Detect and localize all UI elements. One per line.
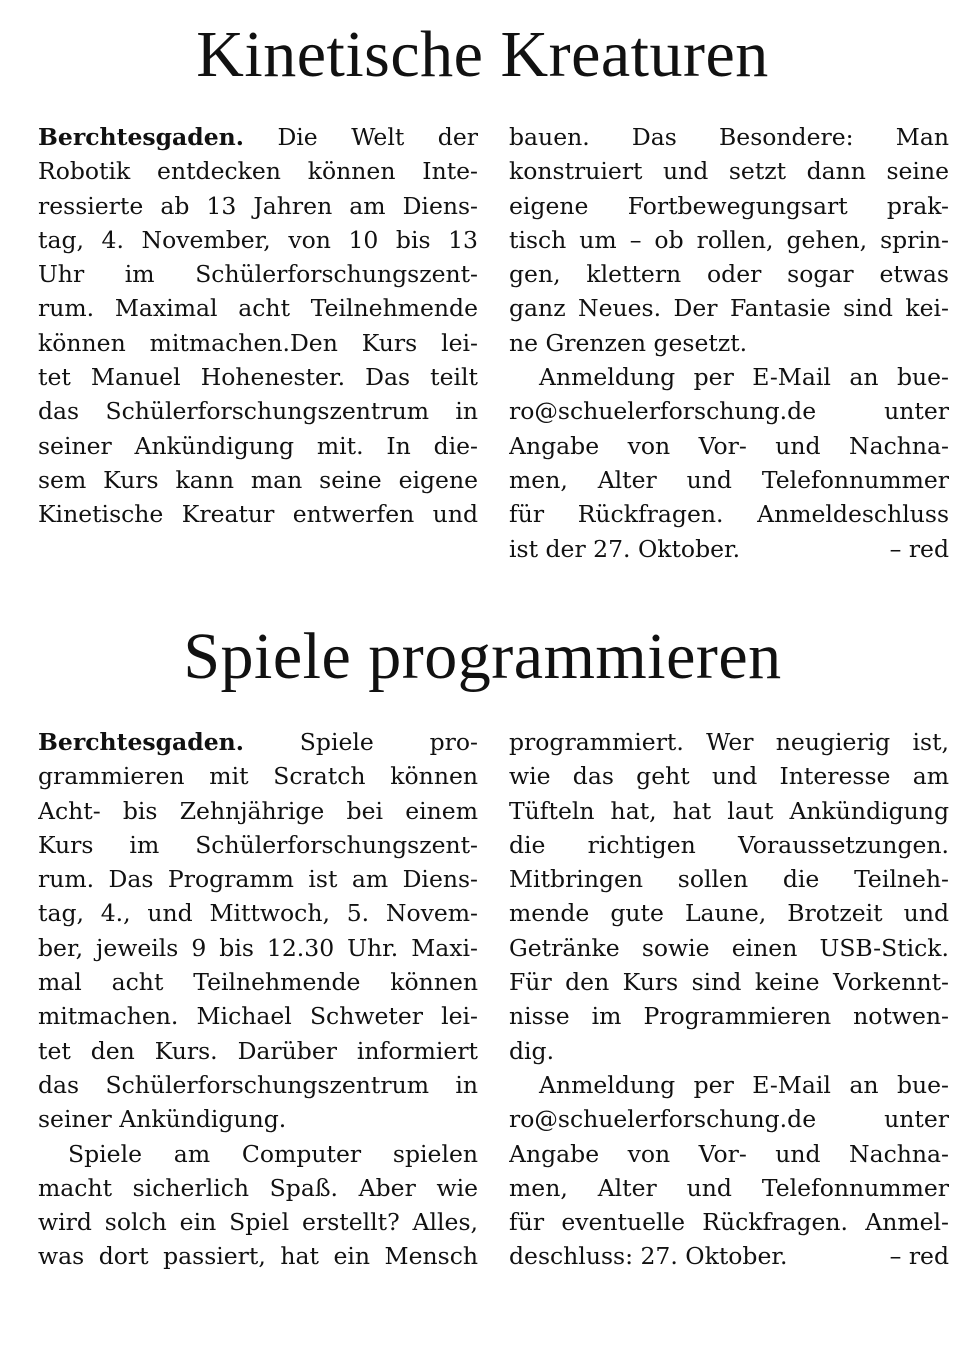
article2-column-1 — [38, 725, 478, 1274]
text-line: Anmeldung per E-Mail an bue- — [539, 1070, 949, 1099]
text-line: mende gute Laune, Brotzeit und — [509, 899, 949, 928]
text-line: Robotik entdecken können Inte- — [38, 157, 478, 186]
text-line: Spiele am Computer spielen — [68, 1139, 478, 1168]
text-line: Kinetische Kreatur entwerfen und — [38, 500, 478, 529]
text-line: Anmeldung per E-Mail an bue- — [539, 363, 949, 392]
text-line: programmiert. Wer neugierig ist, — [509, 728, 949, 756]
text-line: ro@schuelerforschung.de unter — [509, 1105, 949, 1134]
article1-signature: – red — [889, 534, 949, 563]
text-line: Uhr im Schülerforschungszent- — [38, 260, 478, 289]
text-line: Tüfteln hat, hat laut Ankündigung — [509, 796, 949, 825]
text-line: die richtigen Voraussetzungen. — [509, 830, 949, 859]
text-line: Mitbringen sollen die Teilneh- — [509, 865, 949, 894]
text-line: rum. Das Programm ist am Diens- — [38, 865, 478, 894]
text-line: ber, jeweils 9 bis 12.30 Uhr. Maxi- — [38, 933, 478, 962]
article2-column-2 — [509, 725, 949, 1274]
text-line: sem Kurs kann man seine eigene — [38, 465, 478, 494]
text-line: eigene Fortbewegungsart prak- — [509, 191, 949, 220]
text-line: tisch um – ob rollen, gehen, sprin- — [509, 225, 949, 254]
text-line: das Schülerforschungszentrum in — [38, 1070, 478, 1099]
text-line: ist der 27. Oktober. – red — [509, 532, 949, 566]
text-line: konstruiert und setzt dann seine — [509, 157, 949, 186]
text-line: men, Alter und Telefonnummer — [509, 465, 949, 494]
text-line: nisse im Programmieren notwen- — [509, 1002, 949, 1031]
text-line: seiner Ankündigung mit. In die- — [38, 431, 478, 460]
article2-signature: – red — [889, 1242, 949, 1271]
text-line: ganz Neues. Der Fantasie sind kei- — [509, 294, 949, 323]
article1-column-2 — [509, 120, 949, 566]
text-line: was dort passiert, hat ein Mensch — [38, 1242, 478, 1271]
text-line: Angabe von Vor- und Nachna- — [509, 1139, 949, 1168]
article1-column-1 — [38, 120, 478, 532]
text-line: mitmachen. Michael Schweter lei- — [38, 1002, 478, 1031]
text-line: tet Manuel Hohenester. Das teilt — [38, 363, 478, 392]
text-line: Acht- bis Zehnjährige bei einem — [38, 796, 478, 825]
text-line: tag, 4., und Mittwoch, 5. Novem- — [38, 899, 478, 928]
article1-headline: Kinetische Kreaturen — [196, 18, 769, 91]
text-line: seiner Ankündigung. — [38, 1105, 287, 1134]
text-line: deschluss: 27. Oktober. – red — [509, 1239, 949, 1273]
text-line: Für den Kurs sind keine Vorkennt- — [509, 968, 949, 997]
text-line: mal acht Teilnehmende können — [38, 968, 478, 997]
text-line: Getränke sowie einen USB-Stick. — [509, 933, 949, 962]
text-line: können mitmachen.Den Kurs lei- — [38, 328, 478, 357]
text-line: macht sicherlich Spaß. Aber wie — [38, 1173, 478, 1202]
text-line: Berchtesgaden. Die Welt der — [38, 123, 478, 151]
text-line: das Schülerforschungszentrum in — [38, 397, 478, 426]
text-line: bauen. Das Besondere: Man — [509, 123, 949, 151]
text-line: tag, 4. November, von 10 bis 13 — [38, 225, 478, 254]
article2-headline: Spiele programmieren — [183, 620, 782, 693]
article1-dateline: Berchtesgaden. — [38, 123, 244, 151]
text-line: gen, klettern oder sogar etwas — [509, 260, 949, 289]
text-line: tet den Kurs. Darüber informiert — [38, 1036, 478, 1065]
text-line: Angabe von Vor- und Nachna- — [509, 431, 949, 460]
text-line: Berchtesgaden. Spiele pro- — [38, 728, 478, 756]
text-line: men, Alter und Telefonnummer — [509, 1173, 949, 1202]
text-line: ro@schuelerforschung.de unter — [509, 397, 949, 426]
text-line: rum. Maximal acht Teilnehmende — [38, 294, 478, 323]
text-line: ressierte ab 13 Jahren am Diens- — [38, 191, 478, 220]
text-line: Kurs im Schülerforschungszent- — [38, 830, 478, 859]
text-line: dig. — [509, 1036, 555, 1065]
text-line: ne Grenzen gesetzt. — [509, 328, 748, 357]
article2-dateline: Berchtesgaden. — [38, 728, 244, 756]
text-line: grammieren mit Scratch können — [38, 762, 478, 791]
text-line: wie das geht und Interesse am — [509, 762, 949, 791]
text-line: für eventuelle Rückfragen. Anmel- — [509, 1208, 949, 1237]
text-line: für Rückfragen. Anmeldeschluss — [509, 500, 949, 529]
text-line: wird solch ein Spiel erstellt? Alles, — [38, 1208, 478, 1237]
